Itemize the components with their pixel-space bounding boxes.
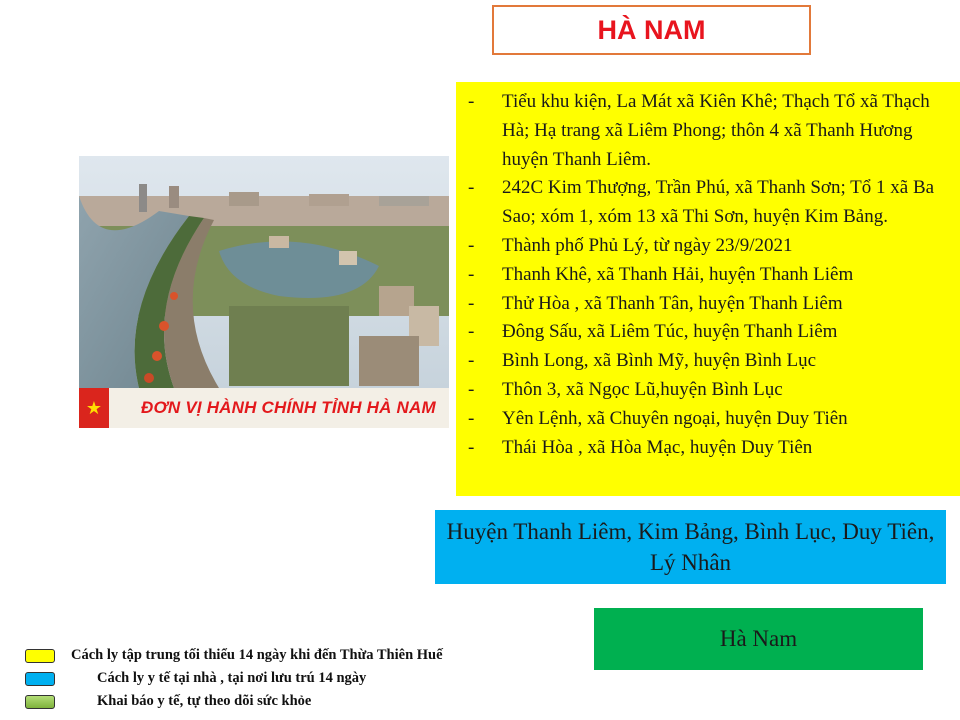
list-item: - Thôn 3, xã Ngọc Lũ,huyện Bình Lục <box>468 378 783 400</box>
location-text: Thái Hòa , xã Hòa Mạc, huyện Duy Tiên <box>502 436 813 458</box>
location-text: Bình Long, xã Bình Mỹ, huyện Bình Lục <box>502 350 817 372</box>
list-item: - Tiểu khu kiện, La Mát xã Kiên Khê; Thạch Tổ xã Thạch Hà; Hạ trang xã Liêm Phong; thôn 4 xã Thanh Hương huyện Thanh Liêm. <box>468 91 930 170</box>
vietnam-flag-icon: ★ <box>79 388 109 428</box>
province-title-box <box>492 5 811 55</box>
districts-text: Huyện Thanh Liêm, Kim Bảng, Bình Lục, Duy Tiên, Lý Nhân <box>446 519 935 575</box>
health-declaration-box <box>594 608 923 670</box>
legend-item-green <box>25 693 311 710</box>
city-aerial-photo <box>79 156 449 428</box>
location-text: Thử Hòa , xã Thanh Tân, huyện Thanh Liêm <box>502 292 843 314</box>
location-text: Thành phố Phủ Lý, từ ngày 23/9/2021 <box>502 234 793 256</box>
location-text: Đông Sấu, xã Liêm Túc, huyện Thanh Liêm <box>502 321 838 343</box>
list-item: - Thử Hòa , xã Thanh Tân, huyện Thanh Liêm <box>468 292 843 314</box>
list-item: - Thanh Khê, xã Thanh Hải, huyện Thanh Liêm <box>468 263 854 285</box>
list-item: - Thành phố Phủ Lý, từ ngày 23/9/2021 <box>468 234 793 256</box>
location-text: Yên Lệnh, xã Chuyên ngoại, huyện Duy Tiên <box>502 407 848 429</box>
list-item: - Thái Hòa , xã Hòa Mạc, huyện Duy Tiên <box>468 436 813 458</box>
list-item: - 242C Kim Thượng, Trần Phú, xã Thanh Sơn; Tổ 1 xã Ba Sao; xóm 1, xóm 13 xã Thi Sơn, huyện Kim Bảng. <box>468 177 935 228</box>
province-name: Hà Nam <box>719 626 798 651</box>
legend-swatch-blue <box>25 672 55 686</box>
legend-swatch-green <box>25 695 55 709</box>
location-text: Tiểu khu kiện, La Mát xã Kiên Khê; Thạch Tổ xã Thạch Hà; Hạ trang xã Liêm Phong; thôn 4 xã Thanh Hương huyện Thanh Liêm. <box>502 91 930 170</box>
photo-caption-banner <box>79 388 449 428</box>
photo-caption-text: ĐƠN VỊ HÀNH CHÍNH TỈNH HÀ NAM <box>141 398 436 417</box>
list-item: - Đông Sấu, xã Liêm Túc, huyện Thanh Liêm <box>468 321 838 343</box>
location-text: 242C Kim Thượng, Trần Phú, xã Thanh Sơn; Tổ 1 xã Ba Sao; xóm 1, xóm 13 xã Thi Sơn, huyện Kim Bảng. <box>502 177 935 228</box>
legend-label: Cách ly tập trung tối thiểu 14 ngày khi đến Thừa Thiên Huế <box>71 647 443 663</box>
locations-list <box>456 88 954 462</box>
legend-item-blue <box>25 670 366 687</box>
location-text: Thôn 3, xã Ngọc Lũ,huyện Bình Lục <box>502 378 783 400</box>
list-item: - Yên Lệnh, xã Chuyên ngoại, huyện Duy Tiên <box>468 407 848 429</box>
legend-swatch-yellow <box>25 649 55 663</box>
legend-label: Cách ly y tế tại nhà , tại nơi lưu trú 14 ngày <box>97 670 367 686</box>
city-skyline-illustration <box>79 156 449 388</box>
quarantine-locations-box <box>456 82 960 496</box>
home-quarantine-districts-box <box>435 510 946 584</box>
legend-item-yellow <box>25 647 443 664</box>
list-item: - Bình Long, xã Bình Mỹ, huyện Bình Lục <box>468 350 817 372</box>
province-title: HÀ NAM <box>597 14 706 45</box>
legend-label: Khai báo y tế, tự theo dõi sức khỏe <box>97 693 312 709</box>
location-text: Thanh Khê, xã Thanh Hải, huyện Thanh Liêm <box>502 263 854 285</box>
